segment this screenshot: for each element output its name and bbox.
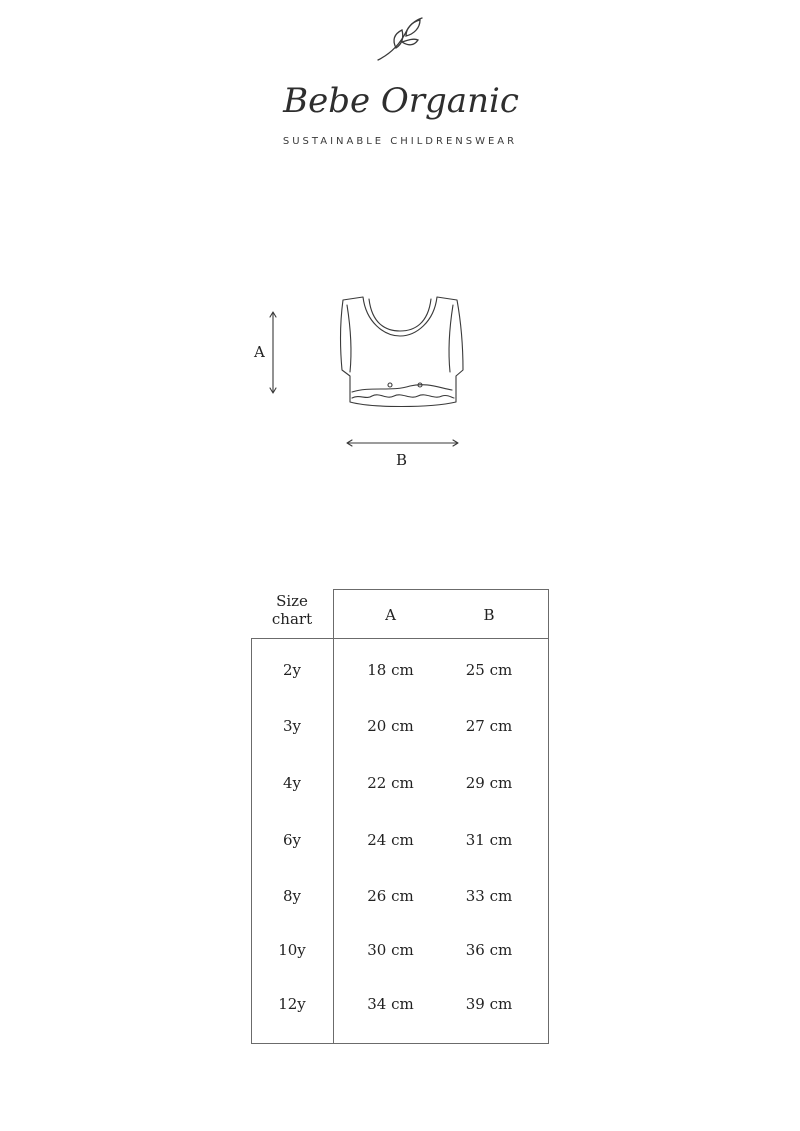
row-b-value: 39 cm [465, 995, 513, 1013]
brand-name: Bebe Organic [283, 81, 519, 121]
row-a-value: 30 cm [367, 941, 414, 959]
leaf-logo-icon [372, 14, 430, 66]
crop-top-diagram [240, 285, 480, 480]
table-header-divider [251, 638, 549, 639]
row-size: 10y [278, 941, 306, 959]
row-b-value: 25 cm [465, 661, 513, 679]
header-size-line2: chart [271, 610, 313, 628]
row-a-value: 18 cm [367, 661, 414, 679]
row-b-value: 36 cm [465, 941, 513, 959]
table-top-border [333, 589, 549, 590]
row-b-value: 31 cm [465, 831, 513, 849]
row-b-value: 33 cm [465, 887, 513, 905]
dimension-b-label: B [396, 451, 408, 469]
row-size: 4y [282, 774, 302, 792]
table-bottom-border [251, 1043, 549, 1044]
size-chart-table [251, 589, 549, 1044]
table-divider-vertical [333, 589, 334, 1044]
row-size: 6y [282, 831, 302, 849]
header-col-a: A [385, 606, 396, 624]
dimension-a-label: A [254, 343, 265, 361]
row-size: 2y [282, 661, 302, 679]
header-size-line1: Size [276, 592, 308, 610]
row-size: 8y [282, 887, 302, 905]
table-right-border [548, 589, 549, 1044]
header-col-b: B [483, 606, 495, 624]
row-a-value: 26 cm [367, 887, 414, 905]
row-b-value: 29 cm [465, 774, 513, 792]
brand-tagline: SUSTAINABLE CHILDRENSWEAR [282, 136, 518, 147]
row-a-value: 24 cm [367, 831, 414, 849]
row-size: 3y [282, 717, 302, 735]
row-b-value: 27 cm [465, 717, 513, 735]
row-a-value: 34 cm [367, 995, 414, 1013]
row-a-value: 20 cm [367, 717, 414, 735]
row-size: 12y [278, 995, 306, 1013]
header-size-chart [251, 592, 333, 628]
brand-wordmark-logo [266, 72, 536, 130]
row-a-value: 22 cm [367, 774, 414, 792]
